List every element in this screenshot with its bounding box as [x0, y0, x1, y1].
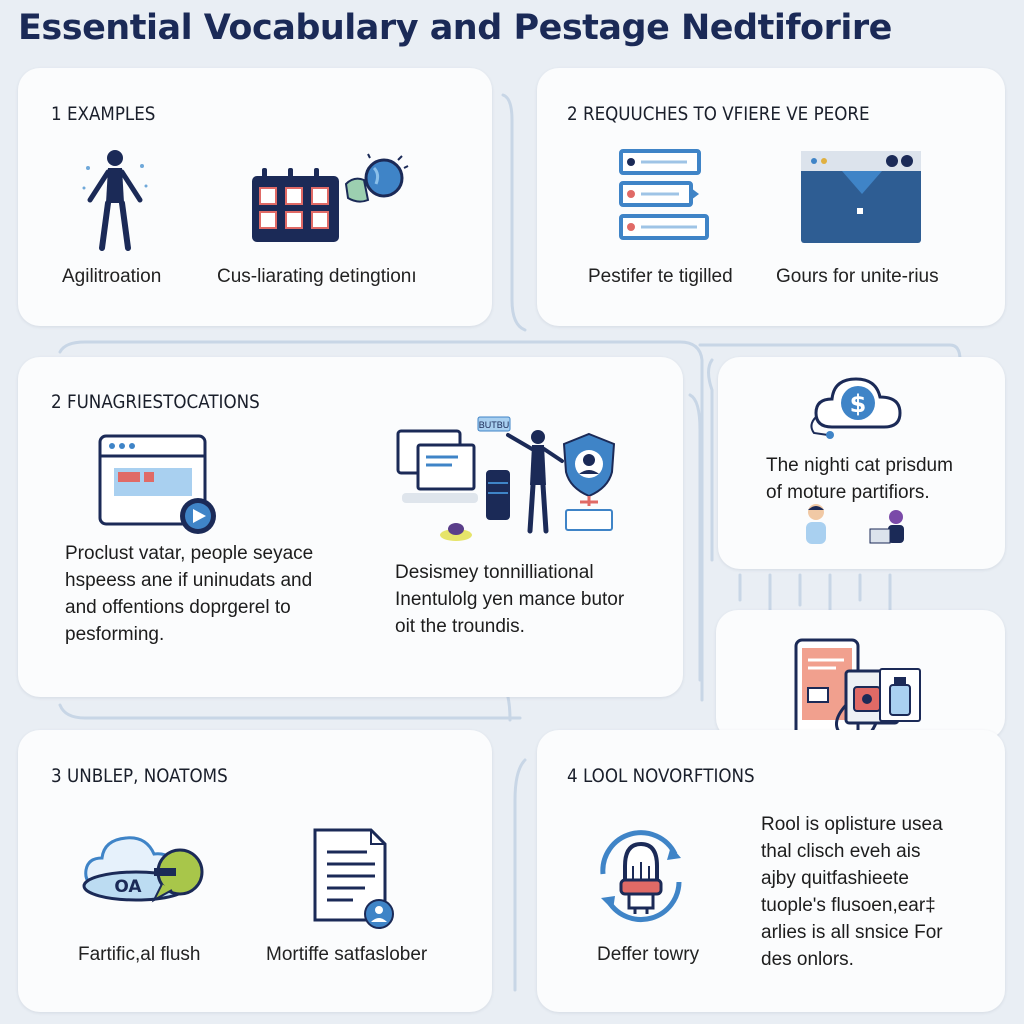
person-icon — [80, 148, 150, 258]
laptop-user-icon — [868, 507, 912, 547]
text-line: tuople's flusoen,ear‡ — [761, 895, 936, 916]
lool-card — [537, 730, 1005, 1012]
text-line: Desismey tonnilliational — [395, 562, 594, 583]
requuches-item-1: Pestifer te tigilled — [588, 266, 733, 287]
calendar-icon — [248, 166, 343, 246]
shield-icon — [560, 432, 618, 532]
lool-item: Deffer towry — [597, 944, 700, 965]
unblep-item-1: Fartific,al flush — [78, 944, 201, 965]
requuches-heading: 2 REQUUCHES TO VFIERE VE PEORE — [567, 103, 870, 125]
globe-icon — [340, 154, 410, 214]
text-line: Inentulolg yen mance butor — [395, 589, 625, 610]
person-icon — [803, 502, 829, 546]
lightbulb-cycle-icon — [587, 822, 695, 932]
browser-window-icon — [800, 150, 922, 244]
cloud-card — [718, 357, 1005, 569]
text-line: thal clisch eveh ais — [761, 841, 921, 862]
unblep-heading: 3 UNBLEP, NOATOMS — [51, 765, 228, 787]
funagries-paragraph-left — [65, 540, 313, 648]
text-line: ajby quitfashieete — [761, 868, 909, 889]
requuches-card — [537, 68, 1005, 326]
unblep-card — [18, 730, 492, 1012]
examples-card — [18, 68, 492, 326]
presenter-icon — [396, 415, 581, 545]
cloud-chat-icon — [80, 828, 205, 908]
devices-card — [716, 610, 1005, 740]
text-line: Rool is oplisture usea — [761, 814, 943, 835]
text-line: pesforming. — [65, 624, 165, 645]
lool-heading: 4 LOOL NOVORFTIONS — [567, 765, 755, 787]
funagries-card — [18, 357, 683, 697]
text-line: and offentions doprgerel to — [65, 597, 291, 618]
text-line: arlies is all snsice For — [761, 922, 943, 943]
unblep-item-2: Mortiffe satfaslober — [266, 944, 428, 965]
list-window-icon — [617, 148, 712, 243]
cloud-paragraph — [766, 452, 953, 506]
funagries-paragraph-right — [395, 559, 624, 640]
bottle-icon — [878, 667, 922, 723]
funagries-heading: 2 FUNAGRIESTOCATIONS — [51, 391, 260, 413]
text-line: oit the troundis. — [395, 616, 525, 637]
lool-paragraph — [761, 811, 943, 973]
text-line: The nighti cat prisdum — [766, 455, 953, 476]
cloud-chat-text: OA — [114, 877, 142, 897]
requuches-item-2: Gours for unite-rius — [776, 266, 939, 287]
examples-heading: 1 EXAMPLES — [51, 103, 156, 125]
presenter-badge-text: BUTBU — [478, 420, 510, 430]
examples-item-1: Agilitroation — [62, 266, 162, 287]
examples-item-2: Cus-liarating detingtionı — [217, 266, 417, 287]
text-line: of moture partifiors. — [766, 482, 930, 503]
cloud-dollar-icon — [808, 367, 908, 442]
document-icon — [313, 828, 393, 930]
page-title: Essential Vocabulary and Pestage Nedtiforire — [18, 8, 892, 48]
text-line: hspeess ane if uninudats and — [65, 570, 313, 591]
video-window-icon — [98, 434, 223, 536]
svg-text:$: $ — [849, 390, 867, 418]
text-line: Proclust vatar, people seyace — [65, 543, 314, 564]
text-line: des onlors. — [761, 949, 854, 970]
